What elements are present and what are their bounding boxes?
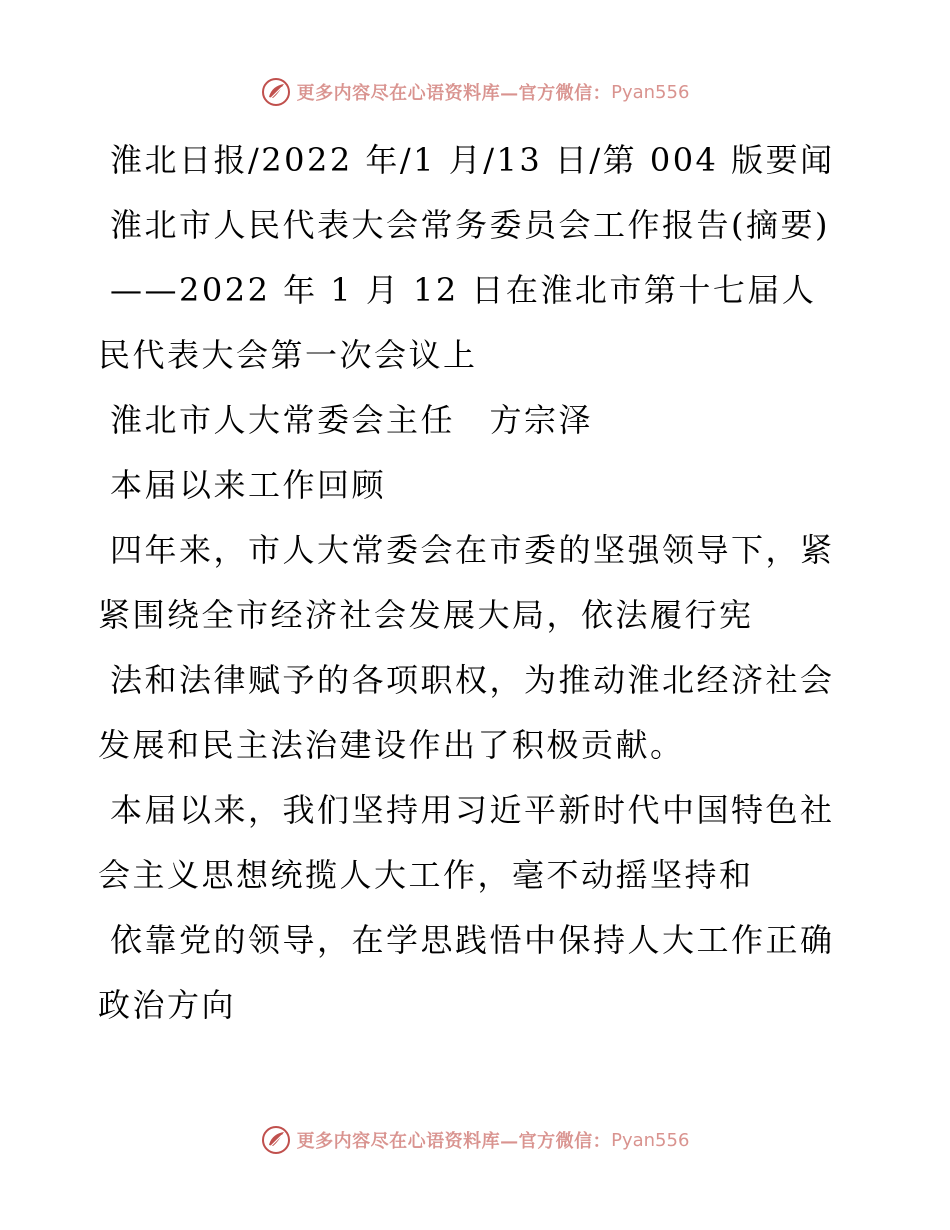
header-watermark <box>0 72 950 112</box>
body-paragraph: 依靠党的领导，在学思践悟中保持人大工作正确政治方向 <box>98 921 835 1024</box>
author-line: 淮北市人大常委会主任 方宗泽 <box>110 401 594 439</box>
logo-icon <box>261 1125 291 1155</box>
article-body <box>98 128 838 1038</box>
body-paragraph: 法和法律赋予的各项职权，为推动淮北经济社会发展和民主法治建设作出了积极贡献。 <box>98 661 835 764</box>
body-paragraph: 本届以来，我们坚持用习近平新时代中国特色社会主义思想统揽人大工作，毫不动摇坚持和 <box>98 791 835 894</box>
section-heading: 本届以来工作回顾 <box>110 466 387 504</box>
logo-icon <box>261 77 291 107</box>
watermark-wechat-id: Pyan556 <box>611 81 690 103</box>
watermark-text: 更多内容尽在心语资料库—官方微信： <box>296 83 612 104</box>
watermark-text: 更多内容尽在心语资料库—官方微信： <box>296 1131 612 1152</box>
article-title: 淮北市人民代表大会常务委员会工作报告(摘要) <box>110 206 830 244</box>
article-subtitle: ——2022 年 1 月 12 日在淮北市第十七届人民代表大会第一次会议上 <box>98 271 817 374</box>
source-line: 淮北日报/2022 年/1 月/13 日/第 004 版要闻 <box>110 141 835 179</box>
footer-watermark <box>0 1120 950 1160</box>
body-paragraph: 四年来，市人大常委会在市委的坚强领导下，紧紧围绕全市经济社会发展大局，依法履行宪 <box>98 531 835 634</box>
watermark-wechat-id: Pyan556 <box>611 1129 690 1151</box>
